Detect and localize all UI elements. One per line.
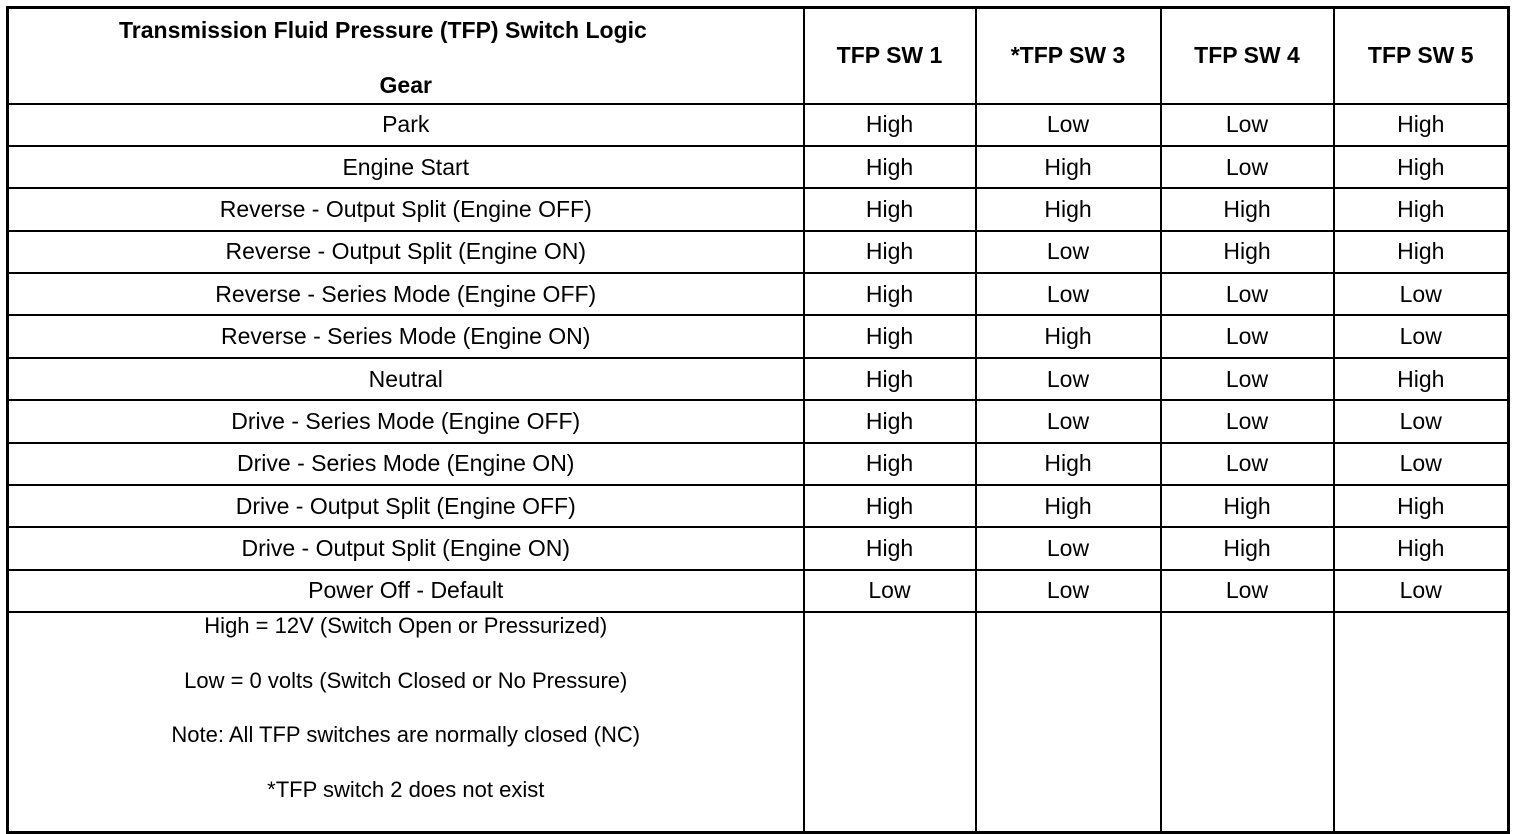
switch-state-cell: Low (1334, 570, 1509, 612)
switch-state-cell: High (804, 400, 976, 442)
gear-cell: Reverse - Output Split (Engine ON) (8, 231, 804, 273)
note-line: High = 12V (Switch Open or Pressurized) (204, 613, 608, 639)
notes-row (8, 612, 1509, 833)
switch-state-cell: High (1161, 231, 1334, 273)
switch-state-cell: High (804, 188, 976, 230)
gear-cell: Park (8, 104, 804, 146)
switch-state-cell: High (1334, 485, 1509, 527)
switch-state-cell: High (804, 315, 976, 357)
switch-state-cell: High (976, 443, 1161, 485)
header-tfp-sw-5: TFP SW 5 (1334, 8, 1509, 104)
header-tfp-sw-3: *TFP SW 3 (976, 8, 1161, 104)
note-line: Low = 0 volts (Switch Closed or No Pressure) (184, 667, 628, 693)
gear-cell: Reverse - Series Mode (Engine OFF) (8, 273, 804, 315)
switch-state-cell: Low (976, 231, 1161, 273)
table-row (8, 104, 1509, 146)
header-tfp-sw-4: TFP SW 4 (1161, 8, 1334, 104)
switch-state-cell: Low (804, 570, 976, 612)
switch-state-cell: Low (1161, 315, 1334, 357)
switch-state-cell: Low (1161, 146, 1334, 188)
empty-cell (976, 612, 1161, 833)
gear-cell: Neutral (8, 358, 804, 400)
gear-cell: Drive - Series Mode (Engine ON) (8, 443, 804, 485)
switch-state-cell: Low (1334, 400, 1509, 442)
switch-state-cell: High (804, 527, 976, 569)
gear-cell: Reverse - Output Split (Engine OFF) (8, 188, 804, 230)
switch-state-cell: High (976, 315, 1161, 357)
switch-state-cell: Low (1161, 104, 1334, 146)
switch-state-cell: Low (1161, 570, 1334, 612)
header-tfp-sw-1: TFP SW 1 (804, 8, 976, 104)
switch-state-cell: High (976, 485, 1161, 527)
gear-cell: Power Off - Default (8, 570, 804, 612)
notes-cell (8, 612, 804, 833)
switch-state-cell: High (1161, 188, 1334, 230)
gear-cell: Reverse - Series Mode (Engine ON) (8, 315, 804, 357)
switch-state-cell: Low (976, 400, 1161, 442)
table-row (8, 527, 1509, 569)
header-row (8, 8, 1509, 104)
switch-state-cell: Low (976, 570, 1161, 612)
note-line: Note: All TFP switches are normally closed (NC) (171, 722, 641, 748)
header-gear-cell (8, 8, 804, 104)
header-gear: Gear (379, 71, 432, 98)
switch-state-cell: High (1334, 358, 1509, 400)
switch-state-cell: High (976, 188, 1161, 230)
switch-state-cell: Low (976, 527, 1161, 569)
switch-state-cell: High (804, 231, 976, 273)
empty-cell (1161, 612, 1334, 833)
table-row (8, 273, 1509, 315)
switch-state-cell: Low (976, 104, 1161, 146)
switch-state-cell: Low (1161, 443, 1334, 485)
switch-state-cell: High (804, 273, 976, 315)
switch-state-cell: High (1334, 104, 1509, 146)
table-row (8, 188, 1509, 230)
gear-cell: Engine Start (8, 146, 804, 188)
switch-state-cell: Low (1334, 443, 1509, 485)
gear-cell: Drive - Output Split (Engine ON) (8, 527, 804, 569)
switch-state-cell: High (1334, 146, 1509, 188)
table-body (8, 8, 1509, 833)
switch-state-cell: High (1161, 527, 1334, 569)
table-row (8, 443, 1509, 485)
empty-cell (1334, 612, 1509, 833)
note-line: *TFP switch 2 does not exist (267, 776, 545, 802)
table-title: Transmission Fluid Pressure (TFP) Switch Logic (119, 17, 647, 43)
switch-state-cell: High (1334, 527, 1509, 569)
switch-state-cell: Low (1161, 358, 1334, 400)
switch-state-cell: High (1161, 485, 1334, 527)
switch-state-cell: High (804, 104, 976, 146)
table-row (8, 231, 1509, 273)
switch-state-cell: Low (976, 358, 1161, 400)
switch-state-cell: High (804, 146, 976, 188)
switch-state-cell: High (1334, 188, 1509, 230)
switch-state-cell: Low (1161, 273, 1334, 315)
switch-state-cell: High (976, 146, 1161, 188)
switch-state-cell: High (1334, 231, 1509, 273)
gear-cell: Drive - Series Mode (Engine OFF) (8, 400, 804, 442)
switch-state-cell: Low (976, 273, 1161, 315)
switch-state-cell: Low (1334, 273, 1509, 315)
switch-state-cell: Low (1334, 315, 1509, 357)
table-row (8, 146, 1509, 188)
tfp-switch-logic-table (6, 6, 1510, 834)
table-row (8, 485, 1509, 527)
switch-state-cell: High (804, 358, 976, 400)
empty-cell (804, 612, 976, 833)
gear-cell: Drive - Output Split (Engine OFF) (8, 485, 804, 527)
switch-state-cell: High (804, 485, 976, 527)
switch-state-cell: High (804, 443, 976, 485)
switch-state-cell: Low (1161, 400, 1334, 442)
table-row (8, 315, 1509, 357)
table-row (8, 400, 1509, 442)
table-row (8, 358, 1509, 400)
table-row (8, 570, 1509, 612)
